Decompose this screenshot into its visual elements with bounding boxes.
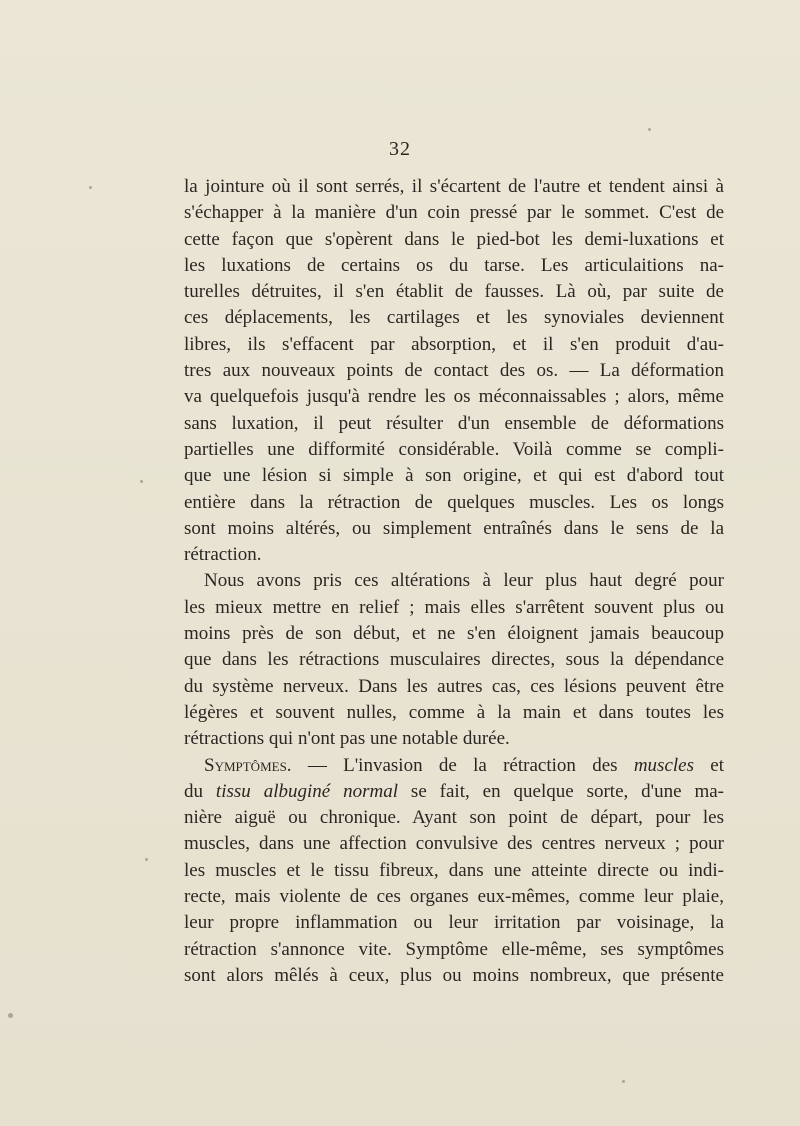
- page-number: 32: [389, 138, 411, 160]
- text-line: les muscles et le tissu fibreux, dans une atteinte directe ou indi-: [184, 859, 724, 881]
- text-line: les mieux mettre en relief ; mais elles s'arrêtent souvent plus ou: [184, 596, 724, 618]
- text-line: la jointure où il sont serrés, il s'écartent de l'autre et tendent ainsi à: [184, 176, 724, 197]
- text-line: cette façon que s'opèrent dans le pied-bot les demi-luxations et: [184, 228, 724, 250]
- paper-speck: [145, 858, 148, 861]
- italic-term: tissu albuginé normal: [215, 780, 398, 802]
- text-segment: et: [693, 754, 724, 776]
- paper-speck: [89, 186, 92, 189]
- text-line: [184, 779, 724, 805]
- text-line: leur propre inflammation ou leur irritation par voisinage, la: [184, 912, 724, 934]
- text-line: les luxations de certains os du tarse. Les articulaitions na-: [184, 254, 724, 276]
- text-line: moins près de son début, et ne s'en éloignent jamais beaucoup: [184, 623, 724, 645]
- paper-speck: [8, 1013, 13, 1018]
- text-line: muscles, dans une affection convulsive des centres nerveux ; pour: [184, 833, 724, 855]
- text-line: rétractions qui n'ont pas une notable durée.: [184, 728, 510, 750]
- text-line: tres aux nouveaux points de contact des os. — La déformation: [184, 360, 724, 382]
- text-line: sont moins altérés, ou simplement entraînés dans le sens de la: [184, 517, 724, 539]
- paragraph-start-line: Nous avons pris ces altérations à leur plus haut degré pour: [204, 570, 724, 592]
- text-segment: — L'invasion de la rétraction des: [291, 754, 634, 776]
- text-line: légères et souvent nulles, comme à la main et dans toutes les: [184, 701, 724, 723]
- text-line: du système nerveux. Dans les autres cas, ces lésions peuvent être: [184, 675, 724, 697]
- paper-speck: [648, 128, 651, 131]
- text-line: entière dans la rétraction de quelques muscles. Les os longs: [184, 491, 724, 513]
- symptomes-first-line: [184, 753, 724, 779]
- text-segment: se fait, en quelque sorte, d'une ma-: [398, 780, 724, 802]
- text-line: rétraction.: [184, 544, 262, 566]
- italic-term: muscles: [633, 754, 694, 776]
- text-line: recte, mais violente de ces organes eux-mêmes, comme leur plaie,: [184, 886, 724, 908]
- text-line: que une lésion si simple à son origine, et qui est d'abord tout: [184, 465, 724, 487]
- body-text: [184, 174, 724, 989]
- text-line: libres, ils s'effacent par absorption, et il s'en produit d'au-: [184, 333, 724, 355]
- text-line: nière aiguë ou chronique. Ayant son point de départ, pour les: [184, 807, 724, 829]
- text-line: va quelquefois jusqu'à rendre les os méconnaissables ; alors, même: [184, 386, 724, 408]
- section-heading: Symptômes.: [204, 754, 292, 776]
- text-segment: du: [184, 780, 216, 802]
- text-line: turelles détruites, il s'en établit de fausses. Là où, par suite de: [184, 281, 724, 303]
- text-line: que dans les rétractions musculaires directes, sous la dépendance: [184, 649, 724, 671]
- text-line: sans luxation, il peut résulter d'un ensemble de déformations: [184, 412, 724, 434]
- text-line: s'échapper à la manière d'un coin pressé par le sommet. C'est de: [184, 202, 724, 224]
- text-line: ces déplacements, les cartilages et les synoviales deviennent: [184, 307, 724, 329]
- text-line: sont alors mêlés à ceux, plus ou moins nombreux, que présente: [184, 964, 724, 986]
- text-line: rétraction s'annonce vite. Symptôme elle-même, ses symptômes: [184, 938, 724, 960]
- text-line: partielles une difformité considérable. Voilà comme se compli-: [184, 438, 724, 460]
- paper-speck: [622, 1080, 625, 1083]
- paper-speck: [140, 480, 143, 483]
